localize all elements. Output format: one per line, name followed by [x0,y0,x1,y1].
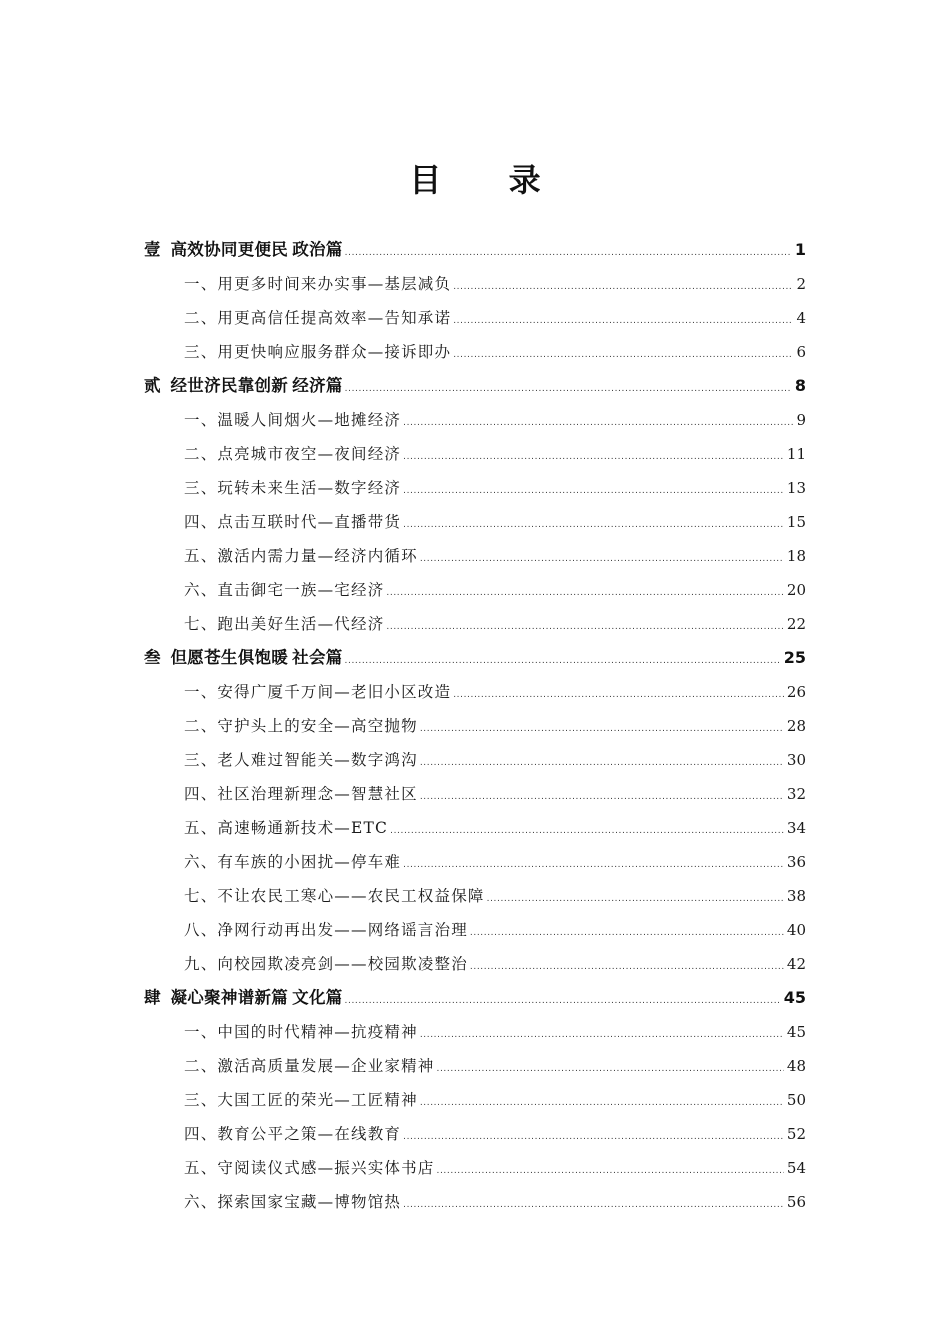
dot-leader [403,845,784,882]
toc-section-entry[interactable] [144,471,806,505]
section-page-number: 4 [796,309,806,327]
dot-leader [453,675,784,712]
section-page-number: 6 [796,343,806,361]
section-page-number: 18 [786,547,806,565]
toc-section-entry[interactable] [144,505,806,539]
dot-leader [403,437,784,474]
chapter-title: 高效协同更便民 [170,240,289,259]
toc-section-entry[interactable] [144,573,806,607]
dot-leader [345,641,781,678]
section-page-number: 40 [786,921,806,939]
dot-leader [403,1185,784,1222]
toc-section-entry[interactable] [144,539,806,573]
section-title: 三、玩转未来生活—数字经济 [184,479,402,497]
section-title: 五、守阅读仪式感—振兴实体书店 [184,1159,435,1177]
toc-section-entry[interactable] [144,1185,806,1219]
dot-leader [420,743,784,780]
section-title: 七、跑出美好生活—代经济 [184,615,385,633]
toc-section-entry[interactable] [144,301,806,335]
table-of-contents [144,233,806,1219]
section-title: 二、守护头上的安全—高空抛物 [184,717,418,735]
section-page-number: 50 [786,1091,806,1109]
toc-section-entry[interactable] [144,403,806,437]
section-page-number: 15 [786,513,806,531]
section-title: 二、激活高质量发展—企业家精神 [184,1057,435,1075]
section-page-number: 52 [786,1125,806,1143]
section-page-number: 32 [786,785,806,803]
dot-leader [403,471,784,508]
section-page-number: 30 [786,751,806,769]
chapter-subtitle: 经济篇 [292,376,343,395]
dot-leader [345,981,781,1018]
section-title: 六、直击御宅一族—宅经济 [184,581,385,599]
chapter-title: 但愿苍生俱饱暖 [170,648,289,667]
section-title: 二、用更高信任提高效率—告知承诺 [184,309,452,327]
section-title: 四、点击互联时代—直播带货 [184,513,402,531]
section-title: 八、净网行动再出发——网络谣言治理 [184,921,468,939]
section-title: 一、中国的时代精神—抗疫精神 [184,1023,418,1041]
section-page-number: 13 [786,479,806,497]
toc-chapter-entry[interactable] [144,369,806,403]
toc-section-entry[interactable] [144,1083,806,1117]
dot-leader [453,267,793,304]
chapter-page-number: 8 [794,376,806,395]
dot-leader [403,1117,784,1154]
dot-leader [345,233,792,270]
chapter-subtitle: 政治篇 [292,240,343,259]
section-title: 四、教育公平之策—在线教育 [184,1125,402,1143]
chapter-title: 经世济民靠创新 [170,376,289,395]
section-page-number: 26 [786,683,806,701]
dot-leader [453,335,793,372]
chapter-subtitle: 文化篇 [292,988,343,1007]
dot-leader [420,1083,784,1120]
section-title: 三、用更快响应服务群众—接诉即办 [184,343,452,361]
dot-leader [470,913,784,950]
section-page-number: 38 [786,887,806,905]
toc-section-entry[interactable] [144,1151,806,1185]
toc-chapter-entry[interactable] [144,233,806,267]
page-title: 目 录 [409,161,569,199]
chapter-page-number: 45 [783,988,806,1007]
section-page-number: 2 [796,275,806,293]
dot-leader [420,777,784,814]
chapter-numeral: 壹 [144,240,161,259]
chapter-numeral: 贰 [144,376,161,395]
toc-section-entry[interactable] [144,709,806,743]
dot-leader [470,947,784,984]
toc-section-entry[interactable] [144,879,806,913]
dot-leader [420,539,784,576]
dot-leader [403,403,793,440]
dot-leader [437,1049,784,1086]
toc-section-entry[interactable] [144,267,806,301]
section-title: 九、向校园欺凌亮剑——校园欺凌整治 [184,955,468,973]
toc-section-entry[interactable] [144,777,806,811]
toc-chapter-entry[interactable] [144,641,806,675]
section-title: 三、大国工匠的荣光—工匠精神 [184,1091,418,1109]
chapter-subtitle: 社会篇 [292,648,343,667]
dot-leader [345,369,792,406]
toc-chapter-entry[interactable] [144,981,806,1015]
dot-leader [487,879,784,916]
section-title: 三、老人难过智能关—数字鸿沟 [184,751,418,769]
chapter-page-number: 1 [794,240,806,259]
section-page-number: 9 [796,411,806,429]
section-page-number: 28 [786,717,806,735]
toc-section-entry[interactable] [144,675,806,709]
section-title: 二、点亮城市夜空—夜间经济 [184,445,402,463]
section-page-number: 36 [786,853,806,871]
toc-section-entry[interactable] [144,743,806,777]
section-page-number: 45 [786,1023,806,1041]
section-page-number: 34 [786,819,806,837]
section-page-number: 42 [786,955,806,973]
chapter-title: 凝心聚神谱新篇 [170,988,289,1007]
toc-section-entry[interactable] [144,947,806,981]
section-title: 七、不让农民工寒心——农民工权益保障 [184,887,485,905]
chapter-page-number: 25 [783,648,806,667]
section-title: 六、探索国家宝藏—博物馆热 [184,1193,402,1211]
dot-leader [386,607,784,644]
section-page-number: 48 [786,1057,806,1075]
dot-leader [420,709,784,746]
toc-section-entry[interactable] [144,913,806,947]
dot-leader [386,573,784,610]
section-title: 五、高速畅通新技术—ETC [184,819,389,837]
dot-leader [403,505,784,542]
toc-section-entry[interactable] [144,1117,806,1151]
toc-section-entry[interactable] [144,811,806,845]
section-page-number: 54 [786,1159,806,1177]
section-title: 一、安得广厦千万间—老旧小区改造 [184,683,452,701]
toc-section-entry[interactable] [144,1049,806,1083]
section-page-number: 20 [786,581,806,599]
section-page-number: 56 [786,1193,806,1211]
section-title: 五、激活内需力量—经济内循环 [184,547,418,565]
toc-section-entry[interactable] [144,335,806,369]
toc-section-entry[interactable] [144,1015,806,1049]
section-page-number: 22 [786,615,806,633]
section-title: 一、温暖人间烟火—地摊经济 [184,411,402,429]
dot-leader [453,301,793,338]
section-title: 六、有车族的小困扰—停车难 [184,853,402,871]
toc-section-entry[interactable] [144,437,806,471]
dot-leader [420,1015,784,1052]
chapter-numeral: 叁 [144,648,161,667]
dot-leader [437,1151,784,1188]
section-title: 一、用更多时间来办实事—基层减负 [184,275,452,293]
dot-leader [390,811,784,848]
chapter-numeral: 肆 [144,988,161,1007]
toc-section-entry[interactable] [144,845,806,879]
section-page-number: 11 [786,445,806,463]
section-title: 四、社区治理新理念—智慧社区 [184,785,418,803]
toc-section-entry[interactable] [144,607,806,641]
